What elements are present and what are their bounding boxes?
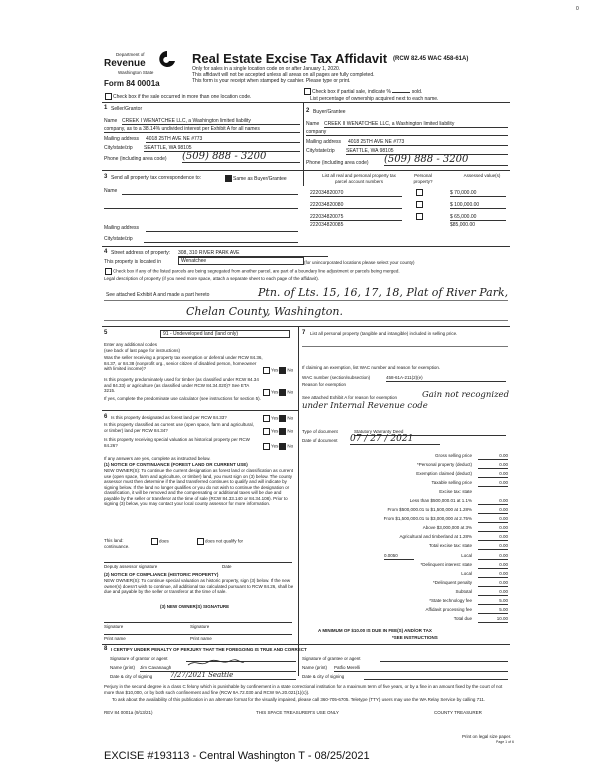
- reason-handwritten[interactable]: Gain not recognized under Internal Revenue code: [302, 390, 510, 411]
- calc-value[interactable]: 0.00: [478, 589, 508, 596]
- local-rate[interactable]: 0.0050: [384, 553, 414, 560]
- calc-value[interactable]: 0.00: [478, 453, 508, 460]
- section1-number: 1: [104, 105, 108, 111]
- continuance-text: NEW OWNER(S): To continue the current designation as forest land or classification as current use (open space, farm and agriculture, or timber) land, you must sign on (3) below. The county assessor must then determine if the land transferred continues to qualify and will indicate by signing below. If the land no longer qualifies or you do not wish to continue the designation or classification, it will be removed and the compensating or additional taxes will be due and payable by the seller or transferor at the time of sale (RCW 84.33.140 or 84.34.108). Prior to signing (3) below, you may contact your local county assessor for more information.: [104, 468, 293, 506]
- located-note: (for unincorporated locations please select your county): [304, 260, 415, 265]
- buyer-name-label: Name: [306, 121, 320, 127]
- buyer-city-field[interactable]: SEATTLE, WA 98105: [346, 148, 508, 155]
- multi-location-check[interactable]: Check box if the sale occurred in more than one location code.: [104, 93, 251, 100]
- seller-phone-label: Phone (including area code): [104, 156, 167, 162]
- calc-label: Local: [461, 553, 472, 558]
- calc-value[interactable]: 0.00: [478, 516, 508, 523]
- calc-value[interactable]: 5.00: [478, 598, 508, 605]
- calc-label: Excise tax: state: [439, 489, 472, 494]
- grantee-date-label: Date & city of signing: [302, 674, 345, 679]
- located-label: This property is located in: [104, 259, 161, 265]
- county-treasurer-label: COUNTY TREASURER: [434, 710, 482, 715]
- street-address-label: Street address of property:: [111, 250, 171, 256]
- grantee-signature-field[interactable]: [380, 654, 508, 662]
- calc-value[interactable]: 0.00: [478, 571, 508, 578]
- current-use-question: Is this property classified as current use (open space, farm and agricultural, or timber) land per RCW 84.34?: [104, 422, 254, 433]
- street-address-field[interactable]: 308, 310 RIVER PARK AVE: [178, 250, 328, 257]
- calc-value[interactable]: 0.00: [478, 543, 508, 550]
- timber-question: Is this property predominately used for timber (as classified under RCW 84.34 and 84.33) or agriculture (as classified under RCW 84.34.020)? See ETA 3215.: [104, 377, 259, 393]
- minimum-fee-note: A MINIMUM OF $10.00 IS DUE IN FEE(S) AND/OR TAX: [318, 628, 432, 633]
- grantor-name-field[interactable]: Jim Cavanaugh: [140, 665, 296, 672]
- corr-name-field[interactable]: [122, 188, 298, 195]
- dor-logo-icon: [158, 50, 176, 70]
- exemption-claim-label: If claiming an exemption, list WAC number and reason for exemption.: [302, 365, 441, 370]
- grantor-signature-label: Signature of grantor or agent: [110, 656, 168, 661]
- certify-statement: I CERTIFY UNDER PENALTY OF PERJURY THAT THE FOREGOING IS TRUE AND CORRECT: [111, 647, 307, 652]
- see-instructions: *SEE INSTRUCTIONS: [392, 635, 438, 640]
- calc-label: Affidavit processing fee: [425, 607, 472, 612]
- parcel-row[interactable]: 222034820080: [310, 202, 402, 209]
- personal-property-checkbox[interactable]: [416, 213, 423, 220]
- predominate-use-note: If yes, complete the predominate use calculator (see instructions for section 5).: [104, 396, 261, 401]
- grantor-date-field[interactable]: 7/27/2021 Seattle: [170, 671, 296, 680]
- buyer-mailing-field[interactable]: 4018 25TH AVE NE #773: [348, 139, 508, 146]
- excise-stamp: EXCISE #193113 - Central Washington T - 08/25/2021: [104, 750, 370, 762]
- same-as-buyer-check[interactable]: Same as Buyer/Grantee: [224, 175, 287, 182]
- parcel-row[interactable]: 222034820085: [310, 222, 344, 228]
- section3-heading: Send all property tax correspondence to:: [111, 175, 202, 181]
- calc-label: Total excise tax: state: [428, 543, 472, 548]
- grantee-signature-label: Signature of grantee or agent: [302, 656, 361, 661]
- partial-sale-check[interactable]: Check box if partial sale, indicate % sold.: [303, 88, 422, 95]
- deputy-date-label: Date: [222, 564, 232, 569]
- calc-value[interactable]: 0.00: [478, 507, 508, 514]
- wac-field[interactable]: 458-61A-211(2)(e): [386, 375, 506, 382]
- seller-name-label: Name: [104, 118, 118, 124]
- calc-label: Local: [461, 571, 472, 576]
- page-title: Real Estate Excise Tax Affidavit: [192, 51, 388, 66]
- revision-label: REV 84 0001a (9/13/21): [104, 710, 153, 715]
- reason-printed[interactable]: See attached Exhibit A for reason for exemption: [302, 395, 398, 400]
- section8-number: 8: [104, 646, 108, 652]
- parcel-column-header: List all real and personal property tax parcel account numbers: [322, 173, 396, 184]
- parcel-row[interactable]: 222034820075: [310, 214, 402, 221]
- calc-value[interactable]: 5.00: [478, 607, 508, 614]
- doc-date-field[interactable]: 07 / 27 / 2021: [350, 434, 440, 445]
- corr-city-field[interactable]: [144, 236, 298, 243]
- seller-heading: Seller/Grantor: [111, 106, 143, 112]
- exemption-question: Was the seller receiving a property tax exemption or deferral under RCW 84.36, 84.37, or 84.38 (nonprofit org., senior citizen of disabled person, homeowner with limited income)?: [104, 355, 263, 371]
- section6-intro: If any answers are yes, complete as instructed below.: [104, 456, 211, 461]
- grantor-signature-field[interactable]: [186, 654, 296, 662]
- corr-mailing-label: Mailing address: [104, 225, 140, 231]
- calc-label: Agricultural and timberland at 1.28%: [399, 534, 472, 539]
- buyer-phone-label: Phone (including area code): [306, 160, 369, 166]
- corr-mailing-field[interactable]: [146, 225, 298, 232]
- calc-label: Less than $500,000.01 at 1.1%: [409, 498, 472, 503]
- header-note2: This affidavit will not be accepted unless all areas on all pages are fully completed.: [192, 72, 375, 78]
- buyer-phone-field[interactable]: (509) 888 - 3200: [384, 154, 508, 166]
- buyer-name-field-2[interactable]: company: [306, 129, 508, 136]
- does-not-check[interactable]: does not qualify for: [196, 538, 243, 545]
- current-use-yes-no[interactable]: Yes No: [262, 428, 293, 435]
- seller-city-field[interactable]: SEATTLE, WA 98105: [144, 145, 300, 152]
- historic-yes-no[interactable]: Yes No: [262, 443, 293, 450]
- compliance-text: NEW OWNER(S): To continue special valuation as historic property, sign (3) below. If the new owner(s) doesn't wish to continue, all additional tax calculated pursuant to RCW 84.26, shall be due and payable by the seller or transferor at the time of sale.: [104, 578, 294, 594]
- grantee-name-label: Name (print): [302, 665, 328, 670]
- personal-property-checkbox[interactable]: [416, 189, 423, 196]
- assessed-column-header: Assessed value(s): [463, 173, 501, 178]
- legal-description-label: Legal description of property (if you need more space, attach a separate sheet to each page of the affidavit).: [104, 276, 320, 281]
- location-select[interactable]: Wenatchee: [178, 257, 304, 265]
- seller-mailing-label: Mailing address: [104, 136, 140, 142]
- exemption-yes-no[interactable]: Yes No: [262, 367, 293, 374]
- assessed-value[interactable]: $ 70,000.00: [450, 190, 506, 197]
- dept-line2: Revenue: [104, 58, 146, 69]
- new-owner-signature-heading: (3) NEW OWNER(S) SIGNATURE: [160, 604, 230, 609]
- new-owner-signature-2[interactable]: Signature: [190, 624, 210, 629]
- calc-value[interactable]: 0.00: [478, 580, 508, 587]
- section7-number: 7: [302, 330, 306, 336]
- section5-number: 5: [104, 330, 108, 336]
- buyer-heading: Buyer/Grantee: [313, 109, 346, 115]
- calc-label: From $1,500,000.01 to $3,000,000 at 2.75%: [383, 516, 472, 521]
- calc-value[interactable]: 0.00: [478, 462, 508, 469]
- reason-label: Reason for exemption: [302, 382, 347, 387]
- calc-value[interactable]: 0.00: [478, 525, 508, 532]
- additional-codes-note: (see back of last page for instructions): [104, 348, 181, 353]
- wac-label: WAC number (section/subsection): [302, 375, 371, 380]
- assessed-value[interactable]: $ 100,000.00: [450, 202, 506, 209]
- corr-city-label: City/state/zip: [104, 236, 133, 242]
- parcel-row[interactable]: 222034820070: [310, 190, 402, 197]
- forest-land-question: Is this property designated as forest land per RCW 84.33?: [111, 415, 227, 420]
- compliance-heading: (2) NOTICE OF COMPLIANCE (HISTORIC PROPERTY): [104, 572, 219, 577]
- treasurer-use-label: THIS SPACE TREASURER'S USE ONLY: [256, 710, 339, 715]
- buyer-name-field[interactable]: CREEK II WENATCHEE LLC, a Washington limited liability: [324, 121, 508, 128]
- calc-label: Subtotal: [455, 589, 472, 594]
- header-note1: Only for sales in a single location code on or after January 1, 2020.: [192, 66, 341, 72]
- seller-name-field-2[interactable]: company, as to a 38.14% undivided interest per Exhibit A for all names: [104, 126, 300, 133]
- grantor-name-label: Name (print): [110, 665, 136, 670]
- does-check[interactable]: does: [150, 538, 169, 545]
- availability-statement: To ask about the availability of this publication in an alternate format for the visually impaired, please call 360-705-6705. Teletype (TTY) users may use the WA Relay Service by calling 711.: [112, 697, 486, 702]
- this-land-label: This land:: [104, 538, 124, 543]
- calc-label: Total due: [453, 616, 472, 621]
- dept-line3: Washington State: [118, 70, 154, 75]
- assessed-value[interactable]: $85,000.00: [450, 222, 476, 228]
- seller-name-field[interactable]: CREEK I WENATCHEE LLC, a Washington limited liability: [122, 118, 300, 125]
- page-number: Page 1 of 6: [496, 740, 514, 744]
- calc-value[interactable]: 0.00: [478, 562, 508, 569]
- corr-name-label: Name: [104, 188, 118, 194]
- calc-label: *Delinquent interest: state: [420, 562, 472, 567]
- forest-yes-no[interactable]: Yes No: [262, 415, 293, 422]
- calc-label: Above $3,000,000 at 3%: [422, 525, 472, 530]
- new-owner-signature-1[interactable]: Signature: [104, 624, 124, 629]
- calc-label: Gross selling price: [434, 453, 472, 458]
- calc-label: From $500,000.01 to $1,500,000 at 1.28%: [387, 507, 472, 512]
- section3-number: 3: [104, 174, 108, 180]
- dept-line1: Department of: [116, 52, 145, 57]
- new-owner-print-1[interactable]: Print name: [104, 636, 126, 641]
- assessed-value[interactable]: $ 65,000.00: [450, 214, 506, 221]
- buyer-mailing-label: Mailing address: [306, 139, 342, 145]
- doc-date-label: Date of document: [302, 438, 338, 443]
- calc-label: *Personal property (deduct): [416, 462, 472, 467]
- grantee-name-field[interactable]: Patfio Merelli: [334, 665, 508, 672]
- calc-value[interactable]: 0.00: [478, 480, 508, 487]
- calc-label: Taxable selling price: [431, 480, 472, 485]
- section4-number: 4: [104, 249, 108, 255]
- land-use-select[interactable]: 91 - Undeveloped land (land only): [160, 330, 290, 338]
- grantor-date-label: Date & city of signing: [110, 674, 153, 679]
- form-number: Form 84 0001a: [104, 79, 160, 88]
- historic-question: Is this property receiving special valuation as historical property per RCW 84.26?: [104, 437, 250, 448]
- additional-codes-label: Enter any additional codes: [104, 342, 158, 347]
- calc-label: *Delinquent penalty: [432, 580, 472, 585]
- buyer-city-label: City/state/zip: [306, 148, 335, 154]
- calc-value[interactable]: 10.00: [478, 616, 508, 623]
- calc-value[interactable]: 0.00: [478, 471, 508, 478]
- seller-phone-field[interactable]: (509) 888 - 3200: [182, 151, 300, 163]
- corner-mark: 0: [576, 6, 579, 12]
- legal-description-handwritten-1[interactable]: Ptn. of Lts. 15, 16, 17, 18, Plat of River Park,: [258, 286, 509, 299]
- personal-property-checkbox[interactable]: [416, 201, 423, 208]
- legal-description-printed[interactable]: See attached Exhibit A and made a part hereto: [106, 292, 210, 298]
- ownership-note: List percentage of ownership acquired next to each name.: [310, 96, 439, 102]
- segregated-check[interactable]: Check box if any of the listed parcels are being segregated from another parcel, are part of a boundary line adjustment or parcels being merged.: [104, 268, 400, 275]
- section2-number: 2: [306, 108, 310, 114]
- calc-value[interactable]: 0.00: [478, 498, 508, 505]
- grantee-date-field[interactable]: [364, 673, 508, 680]
- print-legal-note: Print on legal size paper.: [462, 734, 512, 739]
- rcw-reference: (RCW 82.45 WAC 458-61A): [393, 56, 469, 62]
- seller-city-label: City/state/zip: [104, 145, 133, 151]
- continuance-label: continuance.: [104, 544, 130, 549]
- legal-description-handwritten-2[interactable]: Chelan County, Washington.: [186, 305, 343, 318]
- doc-type-field[interactable]: Statutory Warranty Deed: [354, 429, 506, 436]
- section6-number: 6: [104, 414, 108, 420]
- perjury-statement: Perjury in the second degree is a class C felony which is punishable by confinement in a state correctional institution for a maximum term of five years, or by a fine in an amount fixed by the court of not more than $10,000, or by both such confinement and fine (RCW 9A.72.030 and RCW 9A.20.021(1)(c)).: [104, 684, 503, 695]
- doc-type-label: Type of document: [302, 429, 338, 434]
- continuance-heading: (1) NOTICE OF CONTINUANCE (FOREST LAND OR CURRENT USE): [104, 462, 248, 467]
- seller-mailing-field[interactable]: 4018 25TH AVE NE #773: [146, 136, 300, 143]
- personal-column-header: Personal property?: [413, 173, 433, 184]
- calc-value[interactable]: 0.00: [478, 534, 508, 541]
- calc-label: Exemption claimed (deduct): [416, 471, 472, 476]
- personal-property-text: List all personal property (tangible and intangible) included in selling price.: [310, 331, 458, 336]
- timber-yes-no[interactable]: Yes No: [262, 389, 293, 396]
- header-note3: This form is your receipt when stamped by cashier. Please type or print.: [192, 78, 351, 84]
- calc-value[interactable]: 0.00: [478, 553, 508, 560]
- new-owner-print-2[interactable]: Print name: [190, 636, 212, 641]
- deputy-signature-label: Deputy assessor signature: [104, 564, 158, 569]
- calc-label: *State technology fee: [429, 598, 472, 603]
